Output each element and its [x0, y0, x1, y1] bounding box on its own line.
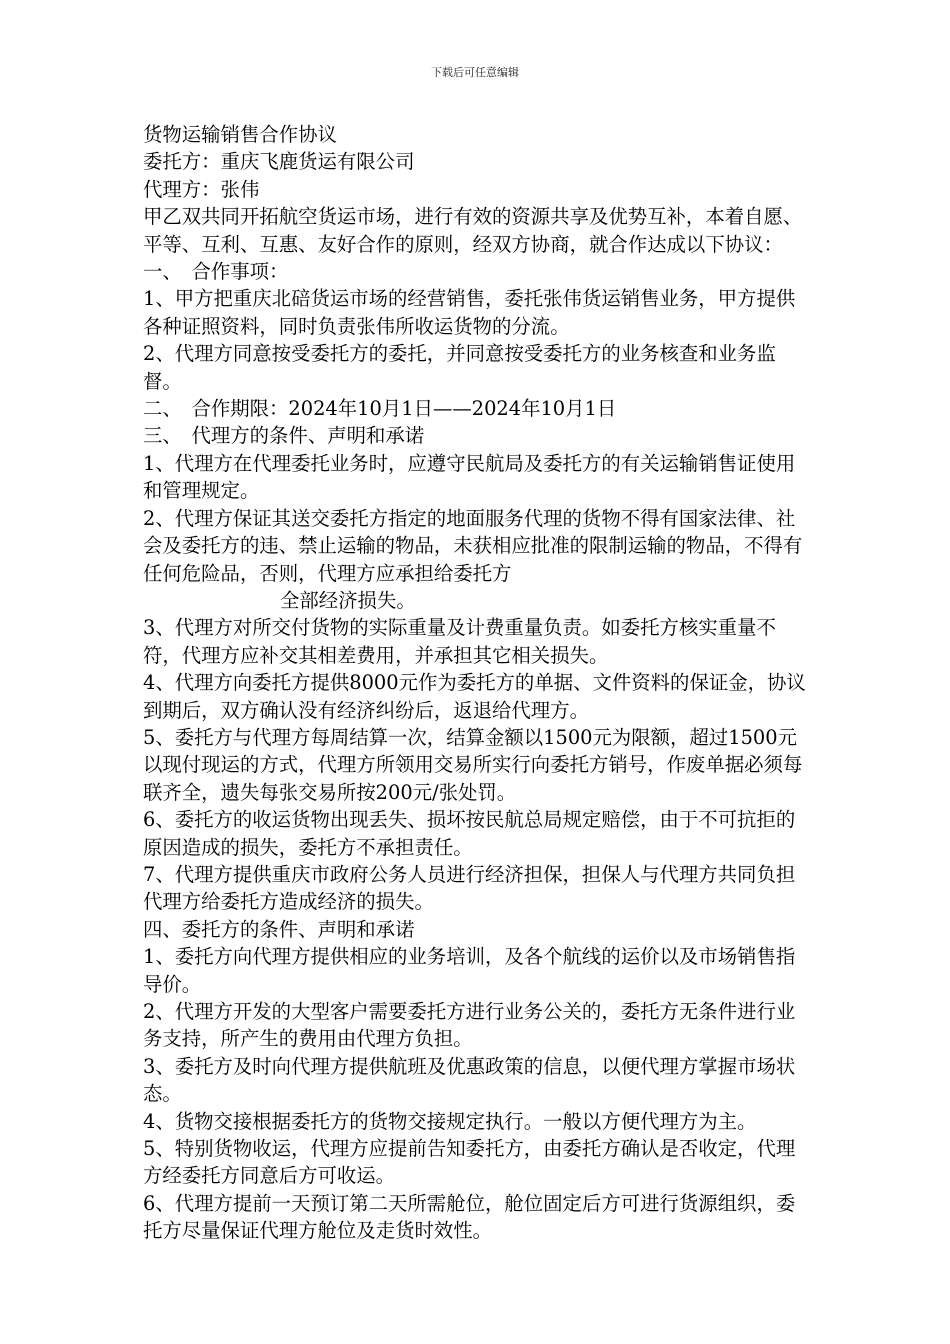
section-3-heading: 三、 代理方的条件、声明和承诺 — [143, 424, 425, 448]
section-1-heading: 一、 合作事项： — [143, 260, 289, 284]
section-4-item-3: 3、委托方及时向代理方提供航班及优惠政策的信息，以便代理方掌握市场状态。 — [143, 1054, 796, 1106]
section-3-item-6: 6、委托方的收运货物出现丢失、损坏按民航总局规定赔偿，由于不可抗拒的原因造成的损失，委托方不承担责任。 — [143, 808, 796, 859]
section-3-item-2: 2、代理方保证其送交委托方指定的地面服务代理的货物不得有国家法律、社会及委托方的违、禁止运输的物品，未获相应批准的限制运输的物品，不得有任何危险品，否则，代理方应承担给委托方 — [143, 506, 803, 585]
section-3-item-1: 1、代理方在代理委托业务时，应遵守民航局及委托方的有关运输销售证使用和管理规定。 — [143, 451, 796, 503]
section-3-item-3: 3、代理方对所交付货物的实际重量及计费重量负责。如委托方核实重量不符，代理方应补交其相差费用，并承担其它相关损失。 — [143, 616, 776, 667]
section-4-item-2: 2、代理方开发的大型客户需要委托方进行业务公关的，委托方无条件进行业务支持，所产生的费用由代理方负担。 — [143, 1000, 796, 1051]
section-4-heading: 四、委托方的条件、声明和承诺 — [143, 917, 415, 941]
section-4-item-6: 6、代理方提前一天预订第二天所需舱位，舱位固定后方可进行货源组织，委托方尽量保证代理方舱位及走货时效性。 — [143, 1191, 796, 1243]
document-title: 货物运输销售合作协议 — [143, 123, 337, 146]
agent-party: 代理方：张伟 — [143, 177, 260, 201]
section-4-item-4: 4、货物交接根据委托方的货物交接规定执行。一般以方便代理方为主。 — [143, 1109, 757, 1133]
section-3-item-4: 4、代理方向委托方提供8000元作为委托方的单据、文件资料的保证金，协议到期后，双方确认没有经济纠纷后，返退给代理方。 — [143, 671, 806, 722]
section-2-heading: 二、 合作期限：2024年10月1日——2024年10月1日 — [143, 397, 617, 421]
section-1-item-2: 2、代理方同意按受委托方的委托，并同意按受委托方的业务核查和业务监督。 — [143, 342, 776, 393]
section-3-item-7: 7、代理方提供重庆市政府公务人员进行经济担保，担保人与代理方共同负担代理方给委托方造成经济的损失。 — [143, 862, 796, 914]
section-3-item-5: 5、委托方与代理方每周结算一次，结算金额以1500元为限额，超过1500元以现付现运的方式，代理方所领用交易所实行向委托方销号，作废单据必须每联齐全，遗失每张交易所按200元/张处罚。 — [143, 725, 803, 804]
section-3-item-2-continuation: 全部经济损失。 — [280, 588, 416, 612]
agreement-document — [143, 121, 808, 1245]
section-1-item-1: 1、甲方把重庆北碚货运市场的经营销售，委托张伟货运销售业务，甲方提供各种证照资料，同时负责张伟所收运货物的分流。 — [143, 287, 796, 338]
intro-paragraph: 甲乙双共同开拓航空货运市场，进行有效的资源共享及优势互补，本着自愿、平等、互利、互惠、友好合作的原则，经双方协商，就合作达成以下协议： — [143, 205, 803, 256]
page-header-note: 下载后可任意编辑 — [431, 66, 519, 79]
section-4-item-5: 5、特别货物收运，代理方应提前告知委托方，由委托方确认是否收定，代理方经委托方同意后方可收运。 — [143, 1137, 796, 1188]
principal-party: 委托方：重庆飞鹿货运有限公司 — [143, 150, 415, 174]
section-4-item-1: 1、委托方向代理方提供相应的业务培训，及各个航线的运价以及市场销售指导价。 — [143, 945, 796, 996]
